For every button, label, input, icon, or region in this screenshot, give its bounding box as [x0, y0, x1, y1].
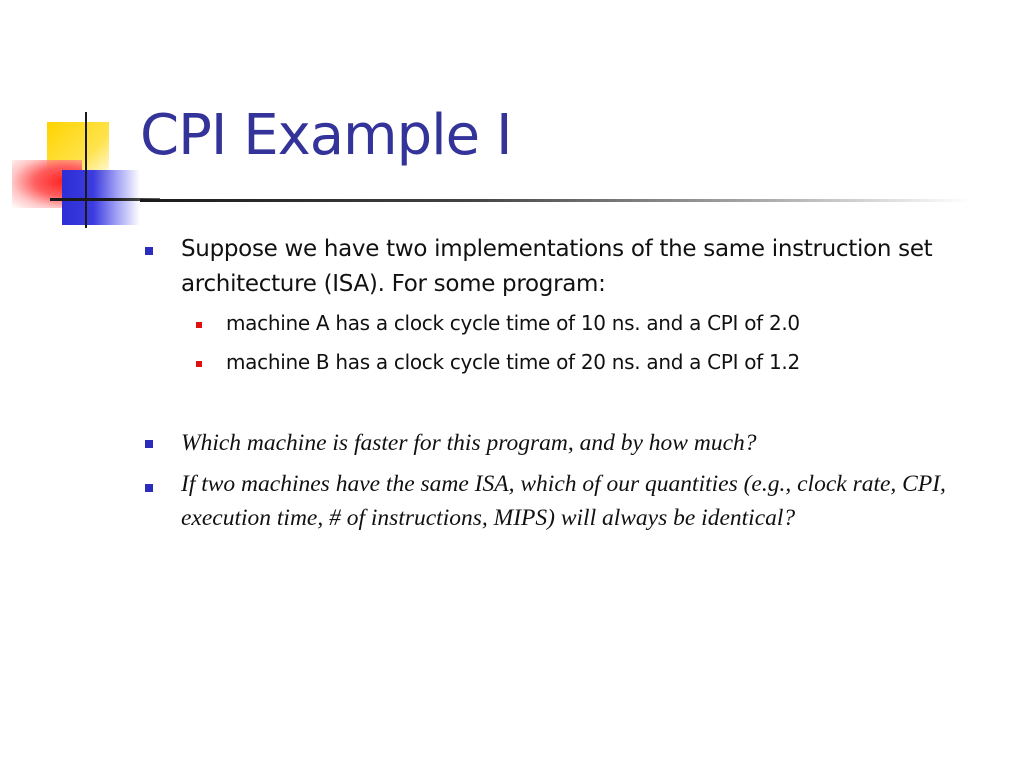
- question-text: Which machine is faster for this program, and by how much?: [181, 430, 757, 456]
- blue-square-bullet-icon: [145, 440, 153, 448]
- red-square-bullet-icon: [196, 322, 202, 328]
- bullet-text: Suppose we have two implementations of the same instruction set architecture (ISA). For some program:: [181, 236, 933, 297]
- slide-title: CPI Example I: [140, 103, 512, 168]
- blue-square-bullet-icon: [145, 247, 153, 255]
- red-square-bullet-icon: [196, 361, 202, 367]
- question-text: If two machines have the same ISA, which of our quantities (e.g., clock rate, CPI, execution time, # of instructions, MIPS) will always be identical?: [181, 471, 946, 531]
- sub-bullet-text: machine B has a clock cycle time of 20 ns. and a CPI of 1.2: [226, 350, 800, 374]
- blue-square-bullet-icon: [145, 484, 153, 492]
- sub-bullet-text: machine A has a clock cycle time of 10 ns. and a CPI of 2.0: [226, 311, 800, 335]
